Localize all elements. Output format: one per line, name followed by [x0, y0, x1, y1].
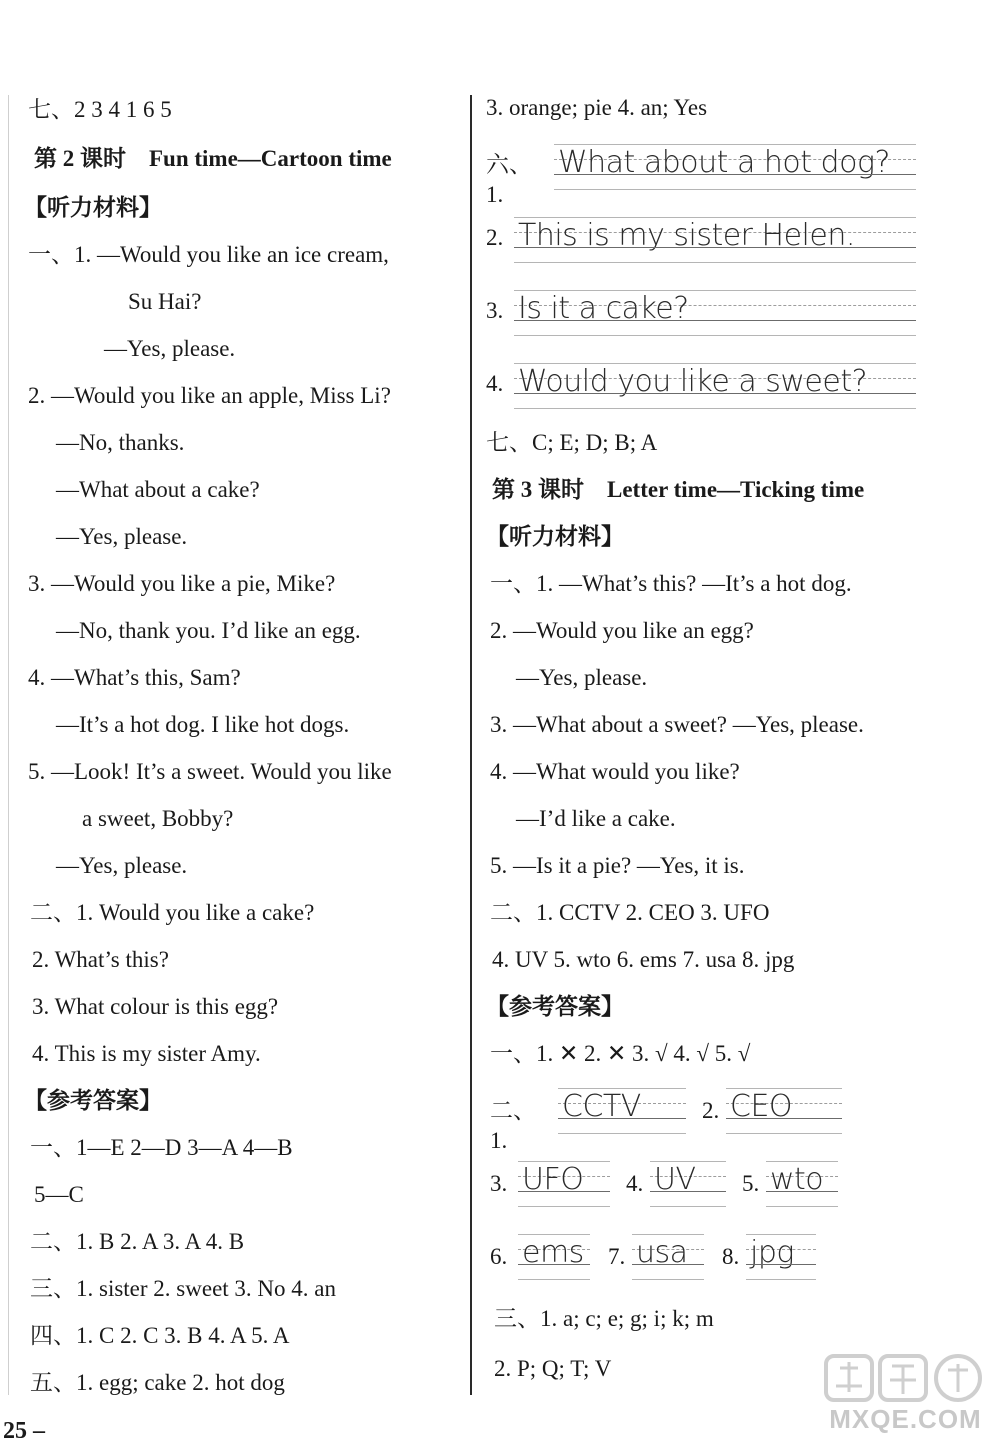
item-number: 5. [742, 1171, 760, 1196]
answer-line: 五、1. egg; cake 2. hot dog [30, 1370, 285, 1395]
margin-rule [8, 95, 9, 1395]
text-line: 4. This is my sister Amy. [32, 1041, 261, 1066]
lesson-heading [34, 144, 392, 174]
text-line: —No, thanks. [56, 430, 185, 455]
item-number: 六、1. [486, 152, 532, 207]
handwritten-answer: wto [770, 1162, 824, 1197]
item-number: 4. [626, 1171, 644, 1196]
watermark-logo [818, 1352, 993, 1444]
handwritten-answer: UFO [522, 1162, 584, 1197]
item-number: 4. [486, 371, 504, 396]
section-heading: 【听力材料】 [486, 524, 624, 549]
answer-line: 七、2 3 4 1 6 5 [28, 97, 172, 122]
text-line: 二、1. CCTV 2. CEO 3. UFO [490, 900, 770, 925]
section-heading: 【参考答案】 [486, 994, 624, 1019]
item-number: 7. [608, 1244, 626, 1269]
answer-line: 3. orange; pie 4. an; Yes [486, 95, 708, 120]
text-line: 一、1. —Would you like an ice cream, [28, 242, 389, 267]
page-number: 25 – [3, 1418, 45, 1444]
text-line: 二、1. Would you like a cake? [30, 900, 315, 925]
text-line: 3. What colour is this egg? [32, 994, 279, 1019]
writing-lines [632, 1234, 704, 1280]
text-line: 2. —Would you like an apple, Miss Li? [28, 383, 391, 408]
text-line: —Yes, please. [516, 665, 648, 690]
item-number: 8. [722, 1244, 740, 1269]
handwritten-answer: UV [654, 1162, 696, 1197]
text-line: 3. —What about a sweet? —Yes, please. [490, 712, 864, 737]
text-line: —Yes, please. [104, 336, 236, 361]
item-number: 3. [490, 1171, 508, 1196]
handwritten-answer: jpg [750, 1235, 794, 1270]
handwritten-answer: usa [636, 1235, 688, 1270]
item-number: 3. [486, 298, 504, 323]
answer-line: 三、1. sister 2. sweet 3. No 4. an [30, 1276, 336, 1301]
lesson-title: Letter time—Ticking time [607, 477, 865, 502]
handwritten-answer: This is my sister Helen. [518, 218, 855, 253]
handwritten-answer: CCTV [562, 1089, 641, 1124]
handwritten-answer: Is it a cake? [518, 291, 689, 326]
answer-line: 一、1—E 2—D 3—A 4—B [30, 1135, 293, 1160]
answer-line: 一、1. ✕ 2. ✕ 3. √ 4. √ 5. √ [490, 1041, 751, 1066]
writing-lines [514, 290, 916, 336]
answer-line: 2. P; Q; T; V [494, 1356, 612, 1381]
text-line: —What about a cake? [56, 477, 260, 502]
text-line: 4. —What would you like? [490, 759, 740, 784]
text-line: 一、1. —What’s this? —It’s a hot dog. [490, 571, 852, 596]
answer-line: 二、1. B 2. A 3. A 4. B [30, 1229, 245, 1254]
text-line: —It’s a hot dog. I like hot dogs. [56, 712, 350, 737]
text-line: —Yes, please. [56, 524, 188, 549]
answer-line: 七、C; E; D; B; A [486, 430, 658, 455]
item-number: 二、1. [490, 1098, 536, 1153]
text-line: Su Hai? [128, 289, 202, 314]
writing-lines [518, 1161, 610, 1207]
item-number: 2. [702, 1098, 720, 1123]
answer-line: 5—C [34, 1182, 84, 1207]
text-line: —No, thank you. I’d like an egg. [56, 618, 361, 643]
answer-line: 三、1. a; c; e; g; i; k; m [494, 1306, 714, 1331]
writing-lines [558, 1088, 686, 1134]
handwritten-answer: Would you like a sweet? [518, 364, 867, 399]
text-line: 2. What’s this? [32, 947, 169, 972]
text-line: —I’d like a cake. [516, 806, 676, 831]
handwritten-answer: ems [522, 1235, 584, 1270]
text-line: 3. —Would you like a pie, Mike? [28, 571, 336, 596]
writing-lines [650, 1161, 726, 1207]
handwritten-answer: What about a hot dog? [558, 145, 890, 180]
answer-line: 四、1. C 2. C 3. B 4. A 5. A [30, 1323, 290, 1348]
writing-lines [766, 1161, 838, 1207]
text-line: a sweet, Bobby? [82, 806, 234, 831]
lesson-heading [492, 475, 864, 505]
text-line: 4. —What’s this, Sam? [28, 665, 241, 690]
writing-lines [746, 1234, 816, 1280]
handwritten-answer: CEO [730, 1089, 793, 1124]
lesson-title: Fun time—Cartoon time [149, 146, 392, 171]
text-line: 2. —Would you like an egg? [490, 618, 754, 643]
writing-lines [554, 144, 916, 190]
text-line: 4. UV 5. wto 6. ems 7. usa 8. jpg [492, 947, 795, 972]
section-heading: 【参考答案】 [24, 1088, 162, 1113]
lesson-number: 第 3 课时 [492, 477, 584, 502]
text-line: —Yes, please. [56, 853, 188, 878]
item-number: 2. [486, 225, 504, 250]
text-line: 5. —Look! It’s a sweet. Would you like [28, 759, 392, 784]
lesson-number: 第 2 课时 [34, 146, 126, 171]
section-heading: 【听力材料】 [24, 195, 162, 220]
writing-lines [514, 363, 916, 409]
column-divider [470, 95, 472, 1395]
item-number: 6. [490, 1244, 508, 1269]
watermark-text: MXQE.COM [829, 1404, 982, 1434]
text-line: 5. —Is it a pie? —Yes, it is. [490, 853, 745, 878]
writing-lines [514, 217, 916, 263]
writing-lines [518, 1234, 590, 1280]
writing-lines [726, 1088, 842, 1134]
